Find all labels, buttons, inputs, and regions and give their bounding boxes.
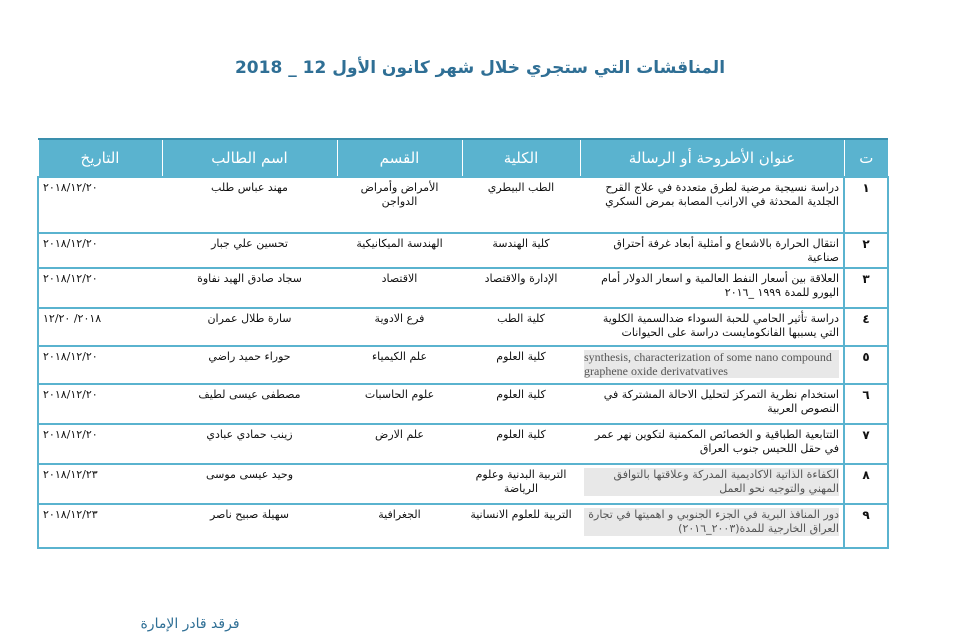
row-thesis xyxy=(580,346,844,384)
row-student: حوراء حميد راضي xyxy=(162,346,337,384)
row-dept: الاقتصاد xyxy=(337,268,462,308)
row-dept: الأمراض وأمراض الدواجن xyxy=(337,177,462,233)
row-num: ٨ xyxy=(844,464,888,504)
row-date: ٢٠١٨/١٢/٢٣ xyxy=(38,504,162,548)
row-date: ٢٠١٨/١٢/٢٠ xyxy=(38,346,162,384)
row-dept: علوم الحاسبات xyxy=(337,384,462,424)
row-dept xyxy=(337,464,462,504)
row-dept: علم الكيمياء xyxy=(337,346,462,384)
header-college: الكلية xyxy=(462,139,580,177)
row-dept: الجغرافية xyxy=(337,504,462,548)
row-college: كلية الهندسة xyxy=(462,233,580,268)
row-num: ٢ xyxy=(844,233,888,268)
row-date: ٢٠١٨/١٢/٢٠ xyxy=(38,233,162,268)
row-college: كلية الطب xyxy=(462,308,580,346)
row-college: التربية البدنية وعلوم الرياضة xyxy=(462,464,580,504)
row-num: ١ xyxy=(844,177,888,233)
row-thesis: استخدام نظرية التمركز لتحليل الاحالة المشتركة في النصوص العربية xyxy=(580,384,844,424)
row-dept: فرع الادوية xyxy=(337,308,462,346)
row-college: الإدارة والاقتصاد xyxy=(462,268,580,308)
table-row xyxy=(38,177,888,233)
row-thesis xyxy=(580,464,844,504)
row-num: ٩ xyxy=(844,504,888,548)
row-thesis: التتابعية الطباقية و الخصائص المكمنية لتكوين نهر عمر في حقل اللحيس جنوب العراق xyxy=(580,424,844,464)
row-student: مصطفى عيسى لطيف xyxy=(162,384,337,424)
table-row xyxy=(38,464,888,504)
row-college: كلية العلوم xyxy=(462,384,580,424)
table-header-row xyxy=(38,139,888,177)
row-num: ٧ xyxy=(844,424,888,464)
table-row xyxy=(38,308,888,346)
discussions-table xyxy=(37,138,887,549)
row-thesis xyxy=(580,504,844,548)
table-row xyxy=(38,268,888,308)
row-thesis: دراسة نسيجية مرضية لطرق متعددة في علاج القرح الجلدية المحدثة في الارانب المصابة بمرض السكري xyxy=(580,177,844,233)
table-row xyxy=(38,346,888,384)
row-thesis: دراسة تأثير الحامي للحبة السوداء ضدالسمية الكلوية التي يسببها الفانكومايست دراسة على الحيوانات xyxy=(580,308,844,346)
row-thesis-text: الكفاءة الذاتية الاكاديمية المدركة وعلاقتها بالتوافق المهني والتوجيه نحو العمل xyxy=(584,468,839,496)
row-thesis-text: دور المنافذ البرية في الجزء الجنوبي و اهميتها في تجارة العراق الخارجية للمدة(٢٠٠٣_٢٠١٦) xyxy=(584,508,839,536)
page-title: المناقشات التي ستجري خلال شهر كانون الأول 12 _ 2018 xyxy=(234,58,726,78)
row-college: كلية العلوم xyxy=(462,424,580,464)
header-student: اسم الطالب xyxy=(162,139,337,177)
row-student: تحسين علي جبار xyxy=(162,233,337,268)
row-student: سجاد صادق الهيد نفاوة xyxy=(162,268,337,308)
row-student: زينب حمادي عبادي xyxy=(162,424,337,464)
row-num: ٤ xyxy=(844,308,888,346)
signature: فرقد قادر الإمارة xyxy=(140,616,240,632)
row-thesis: انتقال الحرارة بالاشعاع و أمثلية أبعاد غرفة أحتراق صناعية xyxy=(580,233,844,268)
row-college: كلية العلوم xyxy=(462,346,580,384)
row-date: ٢٠١٨/١٢/٢٠ xyxy=(38,268,162,308)
row-college: الطب البيطري xyxy=(462,177,580,233)
row-date: ٢٠١٨/ ١٢/٢٠ xyxy=(38,308,162,346)
row-num: ٥ xyxy=(844,346,888,384)
header-date: التاريخ xyxy=(38,139,162,177)
row-date: ٢٠١٨/١٢/٢٠ xyxy=(38,384,162,424)
row-num: ٣ xyxy=(844,268,888,308)
row-date: ٢٠١٨/١٢/٢٠ xyxy=(38,424,162,464)
header-dept: القسم xyxy=(337,139,462,177)
header-thesis: عنوان الأطروحة أو الرسالة xyxy=(580,139,844,177)
row-student: سهيلة صبيح ناصر xyxy=(162,504,337,548)
row-dept: علم الارض xyxy=(337,424,462,464)
row-student: سارة طلال عمران xyxy=(162,308,337,346)
row-student: مهند عباس طلب xyxy=(162,177,337,233)
row-student: وحيد عيسى موسى xyxy=(162,464,337,504)
table-row xyxy=(38,424,888,464)
table-row xyxy=(38,504,888,548)
table-row xyxy=(38,384,888,424)
row-date: ٢٠١٨/١٢/٢٣ xyxy=(38,464,162,504)
row-thesis-text: synthesis, characterization of some nano compound graphene oxide derivatvatives xyxy=(584,350,839,378)
row-num: ٦ xyxy=(844,384,888,424)
row-thesis: العلاقة بين أسعار النفط العالمية و اسعار الدولار أمام اليورو للمدة ١٩٩٩ _٢٠١٦ xyxy=(580,268,844,308)
table-row xyxy=(38,233,888,268)
row-college: التربية للعلوم الانسانية xyxy=(462,504,580,548)
row-date: ٢٠١٨/١٢/٢٠ xyxy=(38,177,162,233)
row-dept: الهندسة الميكانيكية xyxy=(337,233,462,268)
header-num: ت xyxy=(844,139,888,177)
